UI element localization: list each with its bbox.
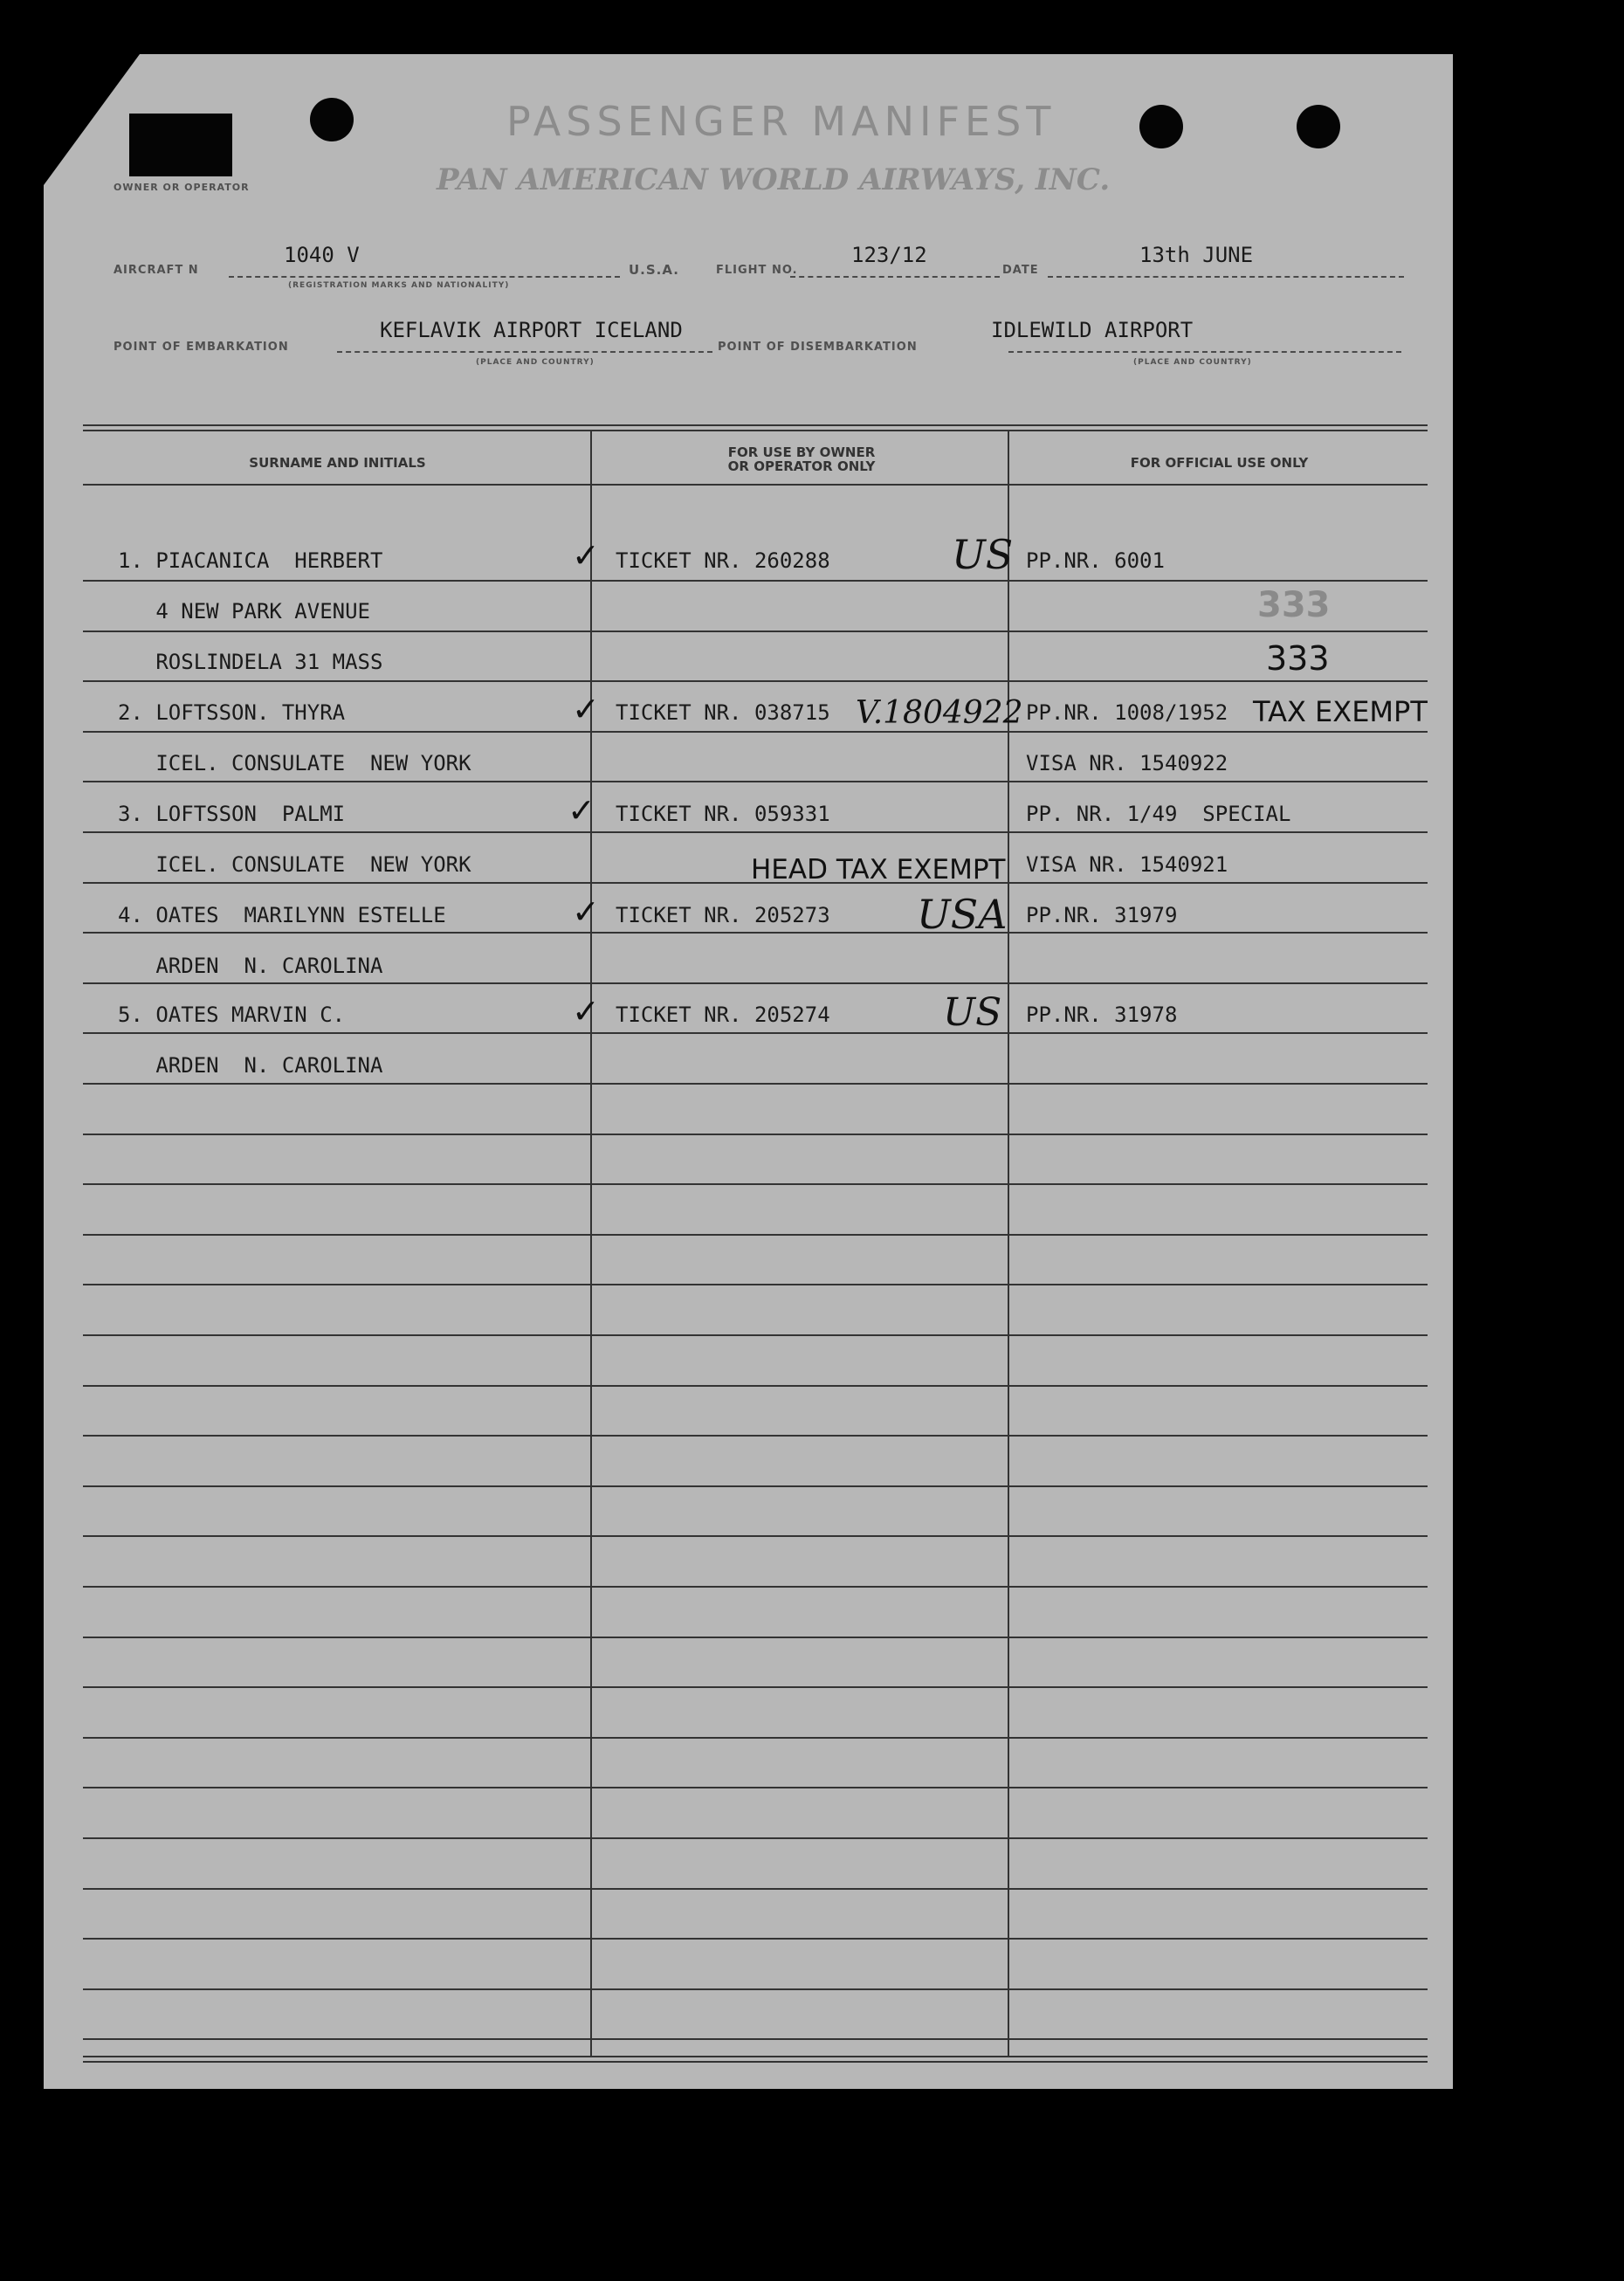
row-rule (83, 1234, 1428, 1236)
row-10-ticket: TICKET NR. 205274 (616, 1003, 830, 1027)
row-rule (83, 1988, 1428, 1990)
row-rule (83, 1032, 1428, 1034)
column-divider-2 (1008, 431, 1009, 2057)
row-4-official: PP.NR. 1008/1952 (1026, 700, 1228, 725)
row-6-official: PP. NR. 1/49 SPECIAL (1026, 802, 1291, 826)
embark-sub: (PLACE AND COUNTRY) (476, 358, 595, 367)
row-rule (83, 1888, 1428, 1890)
hand-us-4: USA (917, 891, 1008, 938)
flight-label: FLIGHT NO. (716, 264, 798, 277)
folded-corner (44, 54, 140, 185)
row-6-name: 3. LOFTSSON PALMI (118, 802, 346, 826)
date-value: 13th JUNE (1139, 243, 1254, 267)
row-rule (83, 1284, 1428, 1285)
disembark-sub: (PLACE AND COUNTRY) (1133, 358, 1252, 367)
stamp-head-tax-exempt: HEAD TAX EXEMPT (751, 854, 1006, 886)
table-bottom-rule-1 (83, 2056, 1428, 2057)
row-4-ticket: TICKET NR. 038715 (616, 700, 830, 725)
usa-label: U.S.A. (629, 262, 679, 278)
row-rule (83, 831, 1428, 833)
row-rule (83, 731, 1428, 733)
row-10-official: PP.NR. 31978 (1026, 1003, 1178, 1027)
check-mark-4: ✓ (572, 892, 600, 931)
check-mark-1: ✓ (572, 536, 600, 575)
aircraft-underline (229, 276, 620, 278)
column-header-official: FOR OFFICIAL USE ONLY (1130, 455, 1309, 471)
row-7-official: VISA NR. 1540921 (1026, 852, 1228, 877)
column-header-name: SURNAME AND INITIALS (249, 455, 426, 471)
redacted-block (129, 114, 232, 176)
row-7-name: ICEL. CONSULATE NEW YORK (118, 852, 471, 877)
hand-ticket-2: V.1804922 (856, 695, 1023, 731)
column-divider-1 (590, 431, 592, 2057)
table-bottom-rule-2 (83, 2061, 1428, 2063)
owner-name: PAN AMERICAN WORLD AIRWAYS, INC. (437, 162, 1111, 197)
row-1-official: PP.NR. 6001 (1026, 548, 1165, 573)
row-rule (83, 982, 1428, 984)
disembark-label: POINT OF DISEMBARKATION (718, 341, 918, 354)
row-rule (83, 631, 1428, 632)
row-8-name: 4. OATES MARILYNN ESTELLE (118, 903, 446, 927)
row-rule (83, 1837, 1428, 1839)
row-rule (83, 1385, 1428, 1387)
row-9-name: ARDEN N. CAROLINA (118, 954, 383, 978)
aircraft-sub: (REGISTRATION MARKS AND NATIONALITY) (288, 281, 510, 290)
row-rule (83, 1435, 1428, 1437)
manifest-title: PASSENGER MANIFEST (506, 98, 1056, 145)
row-5-official: VISA NR. 1540922 (1026, 751, 1228, 775)
punch-hole-middle (1139, 105, 1183, 148)
date-underline (1048, 276, 1404, 278)
row-rule (83, 1134, 1428, 1135)
row-8-official: PP.NR. 31979 (1026, 903, 1178, 927)
row-4-name: 2. LOFTSSON. THYRA (118, 700, 346, 725)
row-1-name: 1. PIACANICA HERBERT (118, 548, 383, 573)
row-3-name: ROSLINDELA 31 MASS (118, 650, 383, 674)
embark-label: POINT OF EMBARKATION (114, 341, 289, 354)
row-rule (83, 680, 1428, 682)
flight-value: 123/12 (851, 243, 927, 267)
row-1-ticket: TICKET NR. 260288 (616, 548, 830, 573)
table-top-rule-2 (83, 430, 1428, 431)
row-rule (83, 1787, 1428, 1788)
stamp-333-faint: 333 (1257, 585, 1331, 625)
row-rule (83, 781, 1428, 782)
check-mark-2: ✓ (572, 690, 600, 728)
disembark-underline (1008, 351, 1401, 353)
punch-hole-right (1297, 105, 1340, 148)
row-6-ticket: TICKET NR. 059331 (616, 802, 830, 826)
disembark-value: IDLEWILD AIRPORT (991, 318, 1194, 342)
column-header-operator (594, 445, 1009, 473)
row-rule (83, 1183, 1428, 1185)
row-2-name: 4 NEW PARK AVENUE (118, 599, 370, 624)
row-rule (83, 1535, 1428, 1537)
stamp-tax-exempt: TAX EXEMPT (1253, 695, 1428, 728)
punch-hole-left (310, 98, 354, 141)
embark-value: KEFLAVIK AIRPORT ICELAND (380, 318, 683, 342)
hand-us-5: US (943, 990, 1002, 1035)
header-rule (83, 484, 1428, 486)
date-label: DATE (1002, 264, 1039, 277)
row-rule (83, 1586, 1428, 1588)
check-mark-3: ✓ (568, 791, 595, 830)
owner-label: OWNER OR OPERATOR (114, 182, 250, 193)
aircraft-value: 1040 V (284, 243, 360, 267)
row-rule (83, 1686, 1428, 1688)
row-rule (83, 580, 1428, 582)
row-rule (83, 1334, 1428, 1336)
row-11-name: ARDEN N. CAROLINA (118, 1053, 383, 1078)
check-mark-5: ✓ (572, 992, 600, 1030)
row-rule (83, 932, 1428, 934)
flight-underline (790, 276, 1000, 278)
column-header-operator-line2: OR OPERATOR ONLY (727, 458, 876, 474)
aircraft-label: AIRCRAFT N (114, 264, 199, 277)
row-10-name: 5. OATES MARVIN C. (118, 1003, 346, 1027)
row-rule (83, 2038, 1428, 2040)
column-header-operator-line1: FOR USE BY OWNER (727, 444, 876, 460)
row-8-ticket: TICKET NR. 205273 (616, 903, 830, 927)
hand-us-1: US (952, 531, 1014, 578)
row-rule (83, 1737, 1428, 1739)
row-rule (83, 1083, 1428, 1085)
row-rule (83, 1485, 1428, 1487)
stamp-333: 333 (1266, 639, 1330, 678)
row-rule (83, 1938, 1428, 1940)
row-rule (83, 1637, 1428, 1638)
table-top-rule-1 (83, 424, 1428, 426)
row-5-name: ICEL. CONSULATE NEW YORK (118, 751, 471, 775)
embark-underline (337, 351, 712, 353)
